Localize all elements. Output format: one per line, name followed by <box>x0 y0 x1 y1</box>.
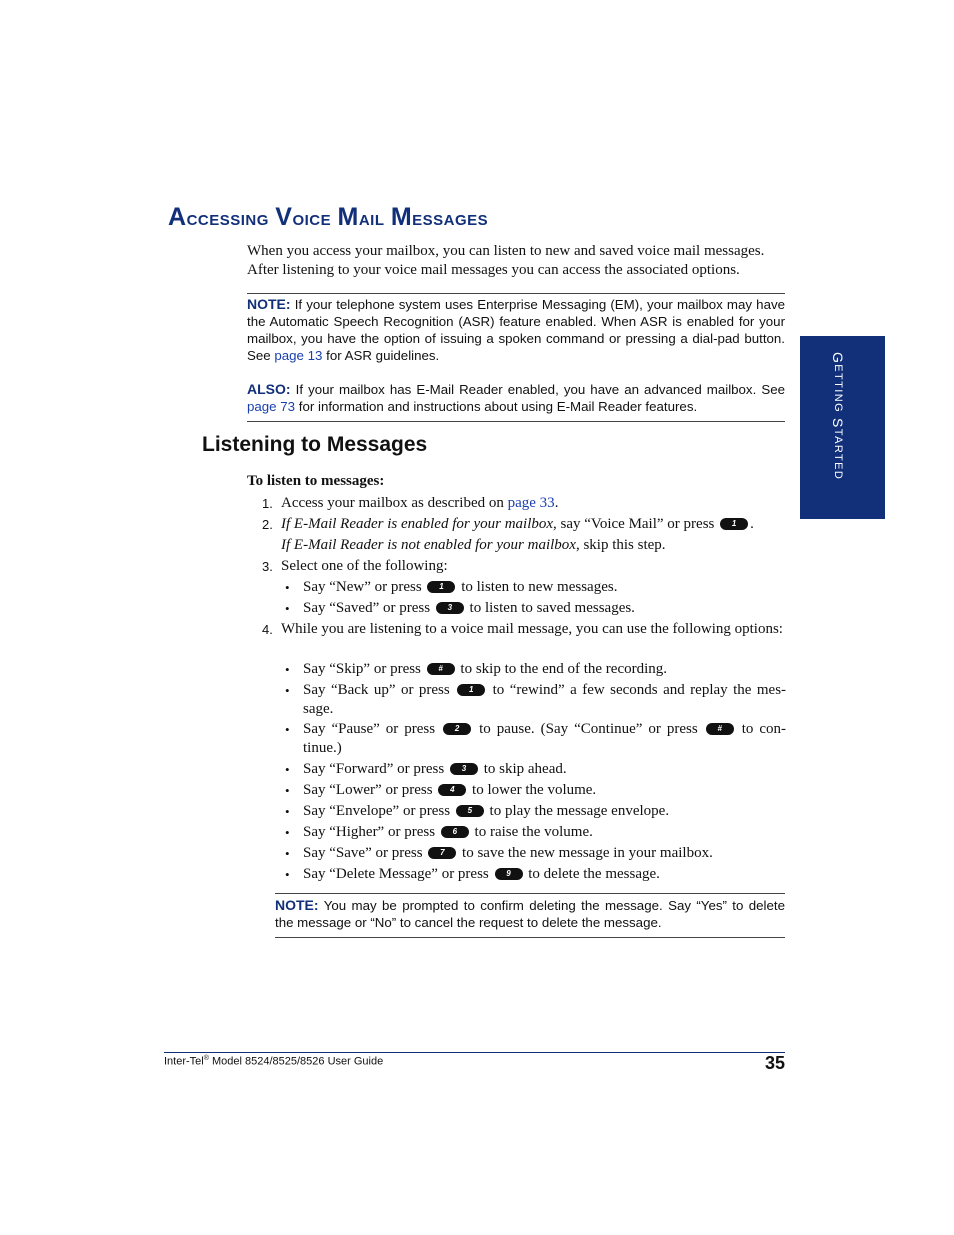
list-item: Say “Save” or press 7 to save the new message in your mailbox. <box>303 845 713 861</box>
list-item: Say “Envelope” or press 5 to play the message envelope. <box>303 803 670 819</box>
dialpad-key-icon: 1 <box>457 684 485 696</box>
bullet: • <box>285 846 290 861</box>
bullet: • <box>285 783 290 798</box>
intro-paragraph: When you access your mailbox, you can listen to new and saved voice mail messages. After listening to your voice mail messages you can access the associated options. <box>247 243 765 278</box>
bullet: • <box>285 825 290 840</box>
dialpad-key-icon: 2 <box>443 723 471 735</box>
dialpad-key-icon: 7 <box>428 847 456 859</box>
note2-bottom-rule <box>275 937 785 938</box>
note-top-rule <box>247 293 785 294</box>
list-item: Say “Back up” or press 1 to “rewind” a few seconds and replay the mes-sage. <box>303 682 787 717</box>
footer-guide-title: Inter-Tel® Model 8524/8525/8526 User Guide <box>164 1055 384 1068</box>
bullet: • <box>285 867 290 882</box>
dialpad-key-icon: 4 <box>438 784 466 796</box>
note-label: NOTE: <box>275 897 319 913</box>
dialpad-key-icon: 3 <box>450 763 478 775</box>
list-item: Say “Delete Message” or press 9 to delete the message. <box>303 866 660 882</box>
list-item: Say “Higher” or press 6 to raise the volume. <box>303 824 593 840</box>
bullet: • <box>285 804 290 819</box>
list-item: Say “Forward” or press 3 to skip ahead. <box>303 761 567 777</box>
dialpad-key-icon: 5 <box>456 805 484 817</box>
page-number: 35 <box>764 1053 785 1073</box>
procedure-title: To listen to messages: <box>247 473 385 489</box>
step-2-line-1: If E-Mail Reader is enabled for your mailbox, say “Voice Mail” or press 1 . <box>281 516 754 532</box>
link-page-73[interactable]: page 73 <box>247 399 296 414</box>
bullet: • <box>285 683 290 698</box>
dialpad-key-icon: 9 <box>495 868 523 880</box>
note-delete: NOTE: You may be prompted to confirm deleting the message. Say “Yes” to delete the message or “No” to cancel the request to delete the message. <box>275 897 785 930</box>
step-3: Select one of the following: <box>281 558 448 574</box>
side-tab-label: GETTING STARTED <box>830 352 846 481</box>
footer-rule <box>164 1052 785 1053</box>
note-bottom-rule <box>247 421 785 422</box>
note-asr: NOTE: If your telephone system uses Enterprise Messaging (EM), your mailbox may have the Automatic Speech Recognition (ASR) feature enabled. When ASR is enabled for your mailbox, you have the option of issuing a spoken command or pressing a dial-pad button. See page 13 for ASR guidelines. <box>247 296 786 363</box>
link-page-13[interactable]: page 13 <box>274 348 323 363</box>
dialpad-key-icon: 1 <box>427 581 455 593</box>
dialpad-key-icon: # <box>706 723 734 735</box>
dialpad-key-icon: 1 <box>720 518 748 530</box>
bullet: • <box>285 580 290 595</box>
step-number: 2. <box>262 517 273 532</box>
bullet: • <box>285 762 290 777</box>
step-1: Access your mailbox as described on page 33. <box>281 495 559 511</box>
list-item: Say “Skip” or press # to skip to the end of the recording. <box>303 661 668 677</box>
step-2-line-2: If E-Mail Reader is not enabled for your mailbox, skip this step. <box>281 537 666 553</box>
note-label: NOTE: <box>247 296 291 312</box>
dialpad-key-icon: 3 <box>436 602 464 614</box>
section-heading: Listening to Messages <box>202 433 428 456</box>
list-item: Say “Lower” or press 4 to lower the volume. <box>303 782 597 798</box>
dialpad-key-icon: 6 <box>441 826 469 838</box>
link-page-33[interactable]: page 33 <box>507 495 555 511</box>
also-label: ALSO: <box>247 381 291 397</box>
bullet: • <box>285 722 290 737</box>
list-item: Say “Pause” or press 2 to pause. (Say “Continue” or press # to con-tinue.) <box>303 721 787 756</box>
page-title: Accessing Voice Mail Messages <box>168 203 489 231</box>
section-side-tab <box>800 336 885 519</box>
bullet: • <box>285 662 290 677</box>
step-number: 4. <box>262 622 273 637</box>
step-number: 1. <box>262 496 273 511</box>
note-also: ALSO: If your mailbox has E-Mail Reader enabled, you have an advanced mailbox. See page 73 for information and instructions about using E-Mail Reader features. <box>247 381 785 414</box>
step-number: 3. <box>262 559 273 574</box>
dialpad-key-icon: # <box>427 663 455 675</box>
step-4: While you are listening to a voice mail message, you can use the following options: <box>281 621 783 637</box>
list-item: Say “Saved” or press 3 to listen to saved messages. <box>303 600 635 616</box>
list-item: Say “New” or press 1 to listen to new messages. <box>303 579 618 595</box>
note2-top-rule <box>275 893 785 894</box>
bullet: • <box>285 601 290 616</box>
